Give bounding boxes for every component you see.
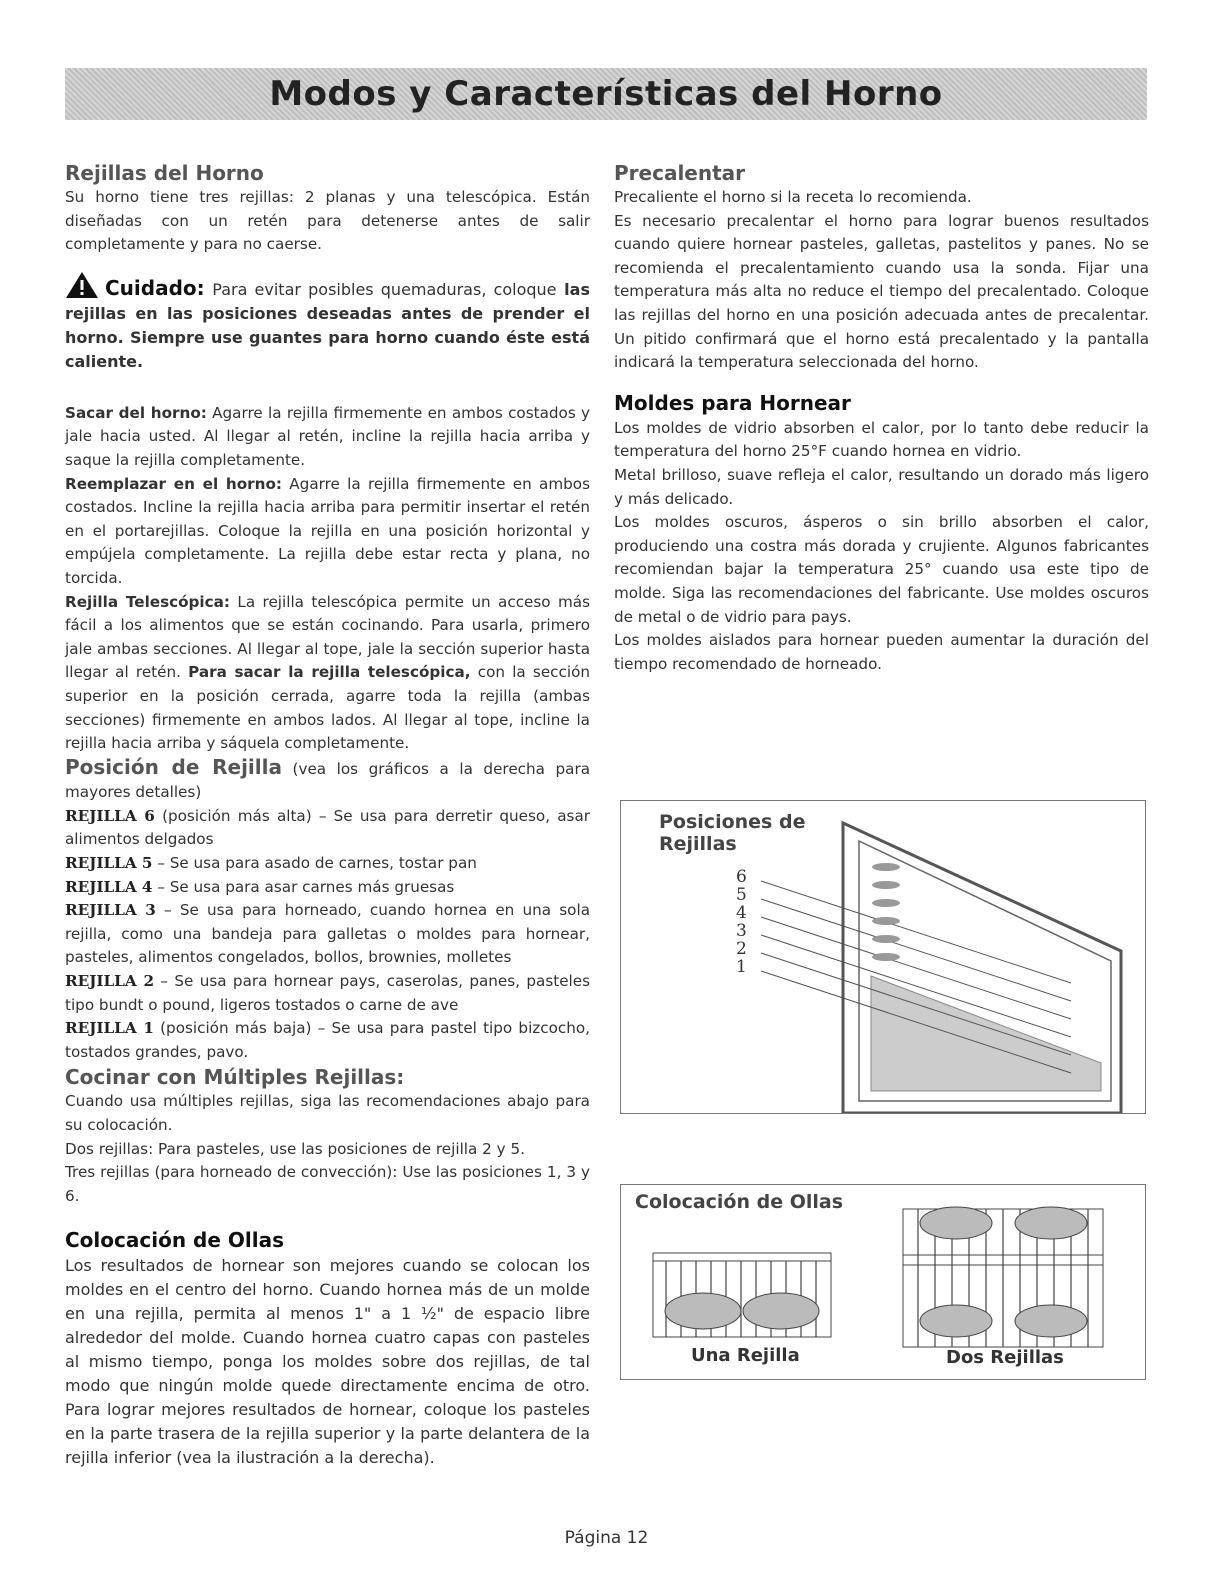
caution-label: Cuidado: — [105, 275, 205, 300]
pans-p3: Los moldes oscuros, ásperos o sin brillo absorben el calor, produciendo una costra más dorada y crujiente. Algunos fabricantes recomiendan bajar la temperatura 25° cuando usa este tipo de molde. Siga las recomendaciones del fabricante. Use moldes oscuros de metal o de vidrio para pays. — [614, 513, 1149, 626]
caution-text: las rejillas en las posiciones deseadas antes de prender el horno. Siempre use guantes para horno cuando éste está caliente. — [65, 279, 590, 371]
pans-p1: Los moldes de vidrio absorben el calor, por lo tanto debe reducir la temperatura del horno 25°F cuando hornea en vidrio. — [614, 418, 1149, 461]
rack-4 — [65, 876, 590, 900]
racks-heading: Rejillas del Horno — [65, 161, 264, 185]
rack-3-label: REJILLA 3 — [65, 901, 156, 920]
rack-6 — [65, 805, 590, 852]
position-heading: Posición de Rejilla — [65, 754, 282, 779]
right-column — [614, 160, 1149, 676]
rack-3-text: – Se usa para horneado, cuando hornea en una sola rejilla, como una bandeja para galletas o moldes para hornear, pasteles, alimentos congelados, bollos, brownies, molletes — [65, 901, 590, 967]
rack-positions-figure — [620, 800, 1146, 1114]
page-number: Página 12 — [564, 1528, 649, 1548]
racks-text: Su horno tiene tres rejillas: 2 planas y una telescópica. Están diseñadas con un retén para detenerse antes de salir completamente y para no caerse. — [65, 188, 590, 254]
multi-heading: Cocinar con Múltiples Rejillas: — [65, 1065, 405, 1090]
rack-4-text: – Se usa para asar carnes más gruesas — [157, 877, 455, 896]
preheat-heading: Precalentar — [614, 161, 746, 185]
pan-placement-figure — [620, 1184, 1146, 1380]
telescopic-text1: La rejilla telescópica permite un acceso más fácil a los alimentos que se están cocinando. Para usarla, primero jale ambas secciones. Al llegar al tope, jale la sección superior hasta llegar al retén. — [65, 592, 591, 682]
remove-paragraph — [65, 402, 590, 473]
rack-number-3: 3 — [736, 921, 747, 941]
rack-number-1: 1 — [736, 957, 747, 977]
rack-2-label: REJILLA 2 — [65, 972, 155, 991]
page-title: Modos y Características del Horno — [269, 74, 943, 114]
rack-5-label: REJILLA 5 — [65, 854, 153, 873]
telescopic-text2: con la sección superior en la posición cerrada, agarre toda la rejilla (ambas secciones) firmemente en ambos lados. Al llegar al tope, incline la rejilla hacia arriba y sáquela completamente. — [65, 663, 591, 753]
rack-6-label: REJILLA 6 — [65, 806, 155, 825]
rack-supports — [872, 863, 900, 961]
rack-number-5: 5 — [736, 885, 747, 905]
multi-p3: Tres rejillas (para horneado de convección): Use las posiciones 1, 3 y 6. — [65, 1163, 590, 1205]
pan-placement-title: Colocación de Ollas — [635, 1191, 844, 1213]
replace-label: Reemplazar en el horno: — [65, 474, 282, 493]
rack-1 — [65, 1017, 590, 1064]
placement-heading: Colocación de Ollas — [65, 1228, 284, 1253]
replace-paragraph — [65, 473, 590, 591]
remove-text: Agarre la rejilla firmemente en ambos costados y jale hacia usted. Al llegar al retén, incline la rejilla hacia arriba y saque la rejilla completamente. — [65, 403, 591, 469]
multi-p1: Cuando usa múltiples rejillas, siga las recomendaciones abajo para su colocación. — [65, 1092, 590, 1134]
rack-5-text: – Se usa para asado de carnes, tostar pan — [157, 854, 477, 873]
rack-positions-title-line2: Rejillas — [659, 833, 737, 855]
one-rack-drawing — [653, 1253, 831, 1337]
left-column — [65, 160, 590, 1470]
rack-number-2: 2 — [736, 939, 747, 959]
two-racks-drawing — [903, 1207, 1103, 1347]
rack-1-label: REJILLA 1 — [65, 1019, 154, 1038]
rack-3 — [65, 899, 590, 970]
pans-heading: Moldes para Hornear — [614, 390, 851, 415]
preheat-p2: Es necesario precalentar el horno para lograr buenos resultados cuando quiere hornear pasteles, galletas, pastelitos y panes. No se recomienda el precalentamiento cuando usa la sonda. Fijar una temperatura más alta no reduce el tiempo del precalentado. Coloque las rejillas del horno en una posición adecuada antes de precalentar. Un pitido confirmará que el horno está precalentado y la pantalla indicará la temperatura seleccionada del horno. — [614, 211, 1149, 372]
rack-number-6: 6 — [736, 867, 747, 887]
telescopic-label: Rejilla Telescópica: — [65, 592, 230, 611]
telescopic-label2: Para sacar la rejilla telescópica, — [188, 663, 471, 682]
placement-text: Los resultados de hornear son mejores cuando se colocan los moldes en el centro del horno. Cuando hornea más de un molde en una rejilla, permita al menos 1" a 1 ½" de espacio libre alrededor del molde. Cuando hornea cuatro capas con pasteles al mismo tiempo, ponga los moldes sobre dos rejillas, de tal modo que ningún molde quede directamente encima de otro. Para lograr mejores resultados de hornear, coloque los pasteles en la parte trasera de la rejilla superior y la parte delantera de la rejilla inferior (vea la ilustración a la derecha). — [65, 1256, 590, 1468]
preheat-p1: Precaliente el horno si la receta lo recomienda. — [614, 188, 972, 206]
position-paragraph — [65, 756, 590, 805]
two-racks-caption: Dos Rejillas — [946, 1347, 1064, 1368]
rack-2 — [65, 970, 590, 1017]
telescopic-paragraph — [65, 591, 590, 756]
multi-p2: Dos rejillas: Para pasteles, use las posiciones de rejilla 2 y 5. — [65, 1139, 525, 1158]
rack-5 — [65, 852, 590, 876]
caution-first: Para evitar posibles quemaduras, coloque — [212, 279, 557, 299]
replace-text: Agarre la rejilla firmemente en ambos costados. Incline la rejilla hacia arriba para permitir insertar el retén en el portarejillas. Coloque la rejilla en una posición horizontal y empújela completamente. La rejilla debe estar recta y plana, no torcida. — [65, 474, 590, 587]
rack-positions-title-line1: Posiciones de — [659, 811, 806, 833]
rack-4-label: REJILLA 4 — [65, 877, 153, 896]
caution-block — [65, 271, 590, 374]
rack-6-text: (posición más alta) – Se usa para derretir queso, asar alimentos delgados — [65, 806, 591, 849]
rack-2-text: – Se usa para hornear pays, caserolas, panes, pasteles tipo bundt o pound, ligeros tostados o carne de ave — [65, 972, 591, 1014]
pans-p4: Los moldes aislados para hornear pueden aumentar la duración del tiempo recomendado de horneado. — [614, 631, 1149, 673]
pans-p2: Metal brilloso, suave refleja el calor, resultando un dorado más ligero y más delicado. — [614, 465, 1149, 508]
position-note: (vea los gráficos a la derecha para mayores detalles) — [65, 759, 590, 802]
remove-label: Sacar del horno: — [65, 403, 207, 422]
section-banner — [65, 68, 1147, 120]
rack-number-4: 4 — [736, 903, 747, 923]
oven-illustration — [621, 801, 1145, 1113]
rack-1-text: (posición más baja) – Se usa para pastel tipo bizcocho, tostados grandes, pavo. — [65, 1019, 591, 1061]
warning-icon — [65, 271, 99, 299]
one-rack-caption: Una Rejilla — [691, 1345, 800, 1366]
